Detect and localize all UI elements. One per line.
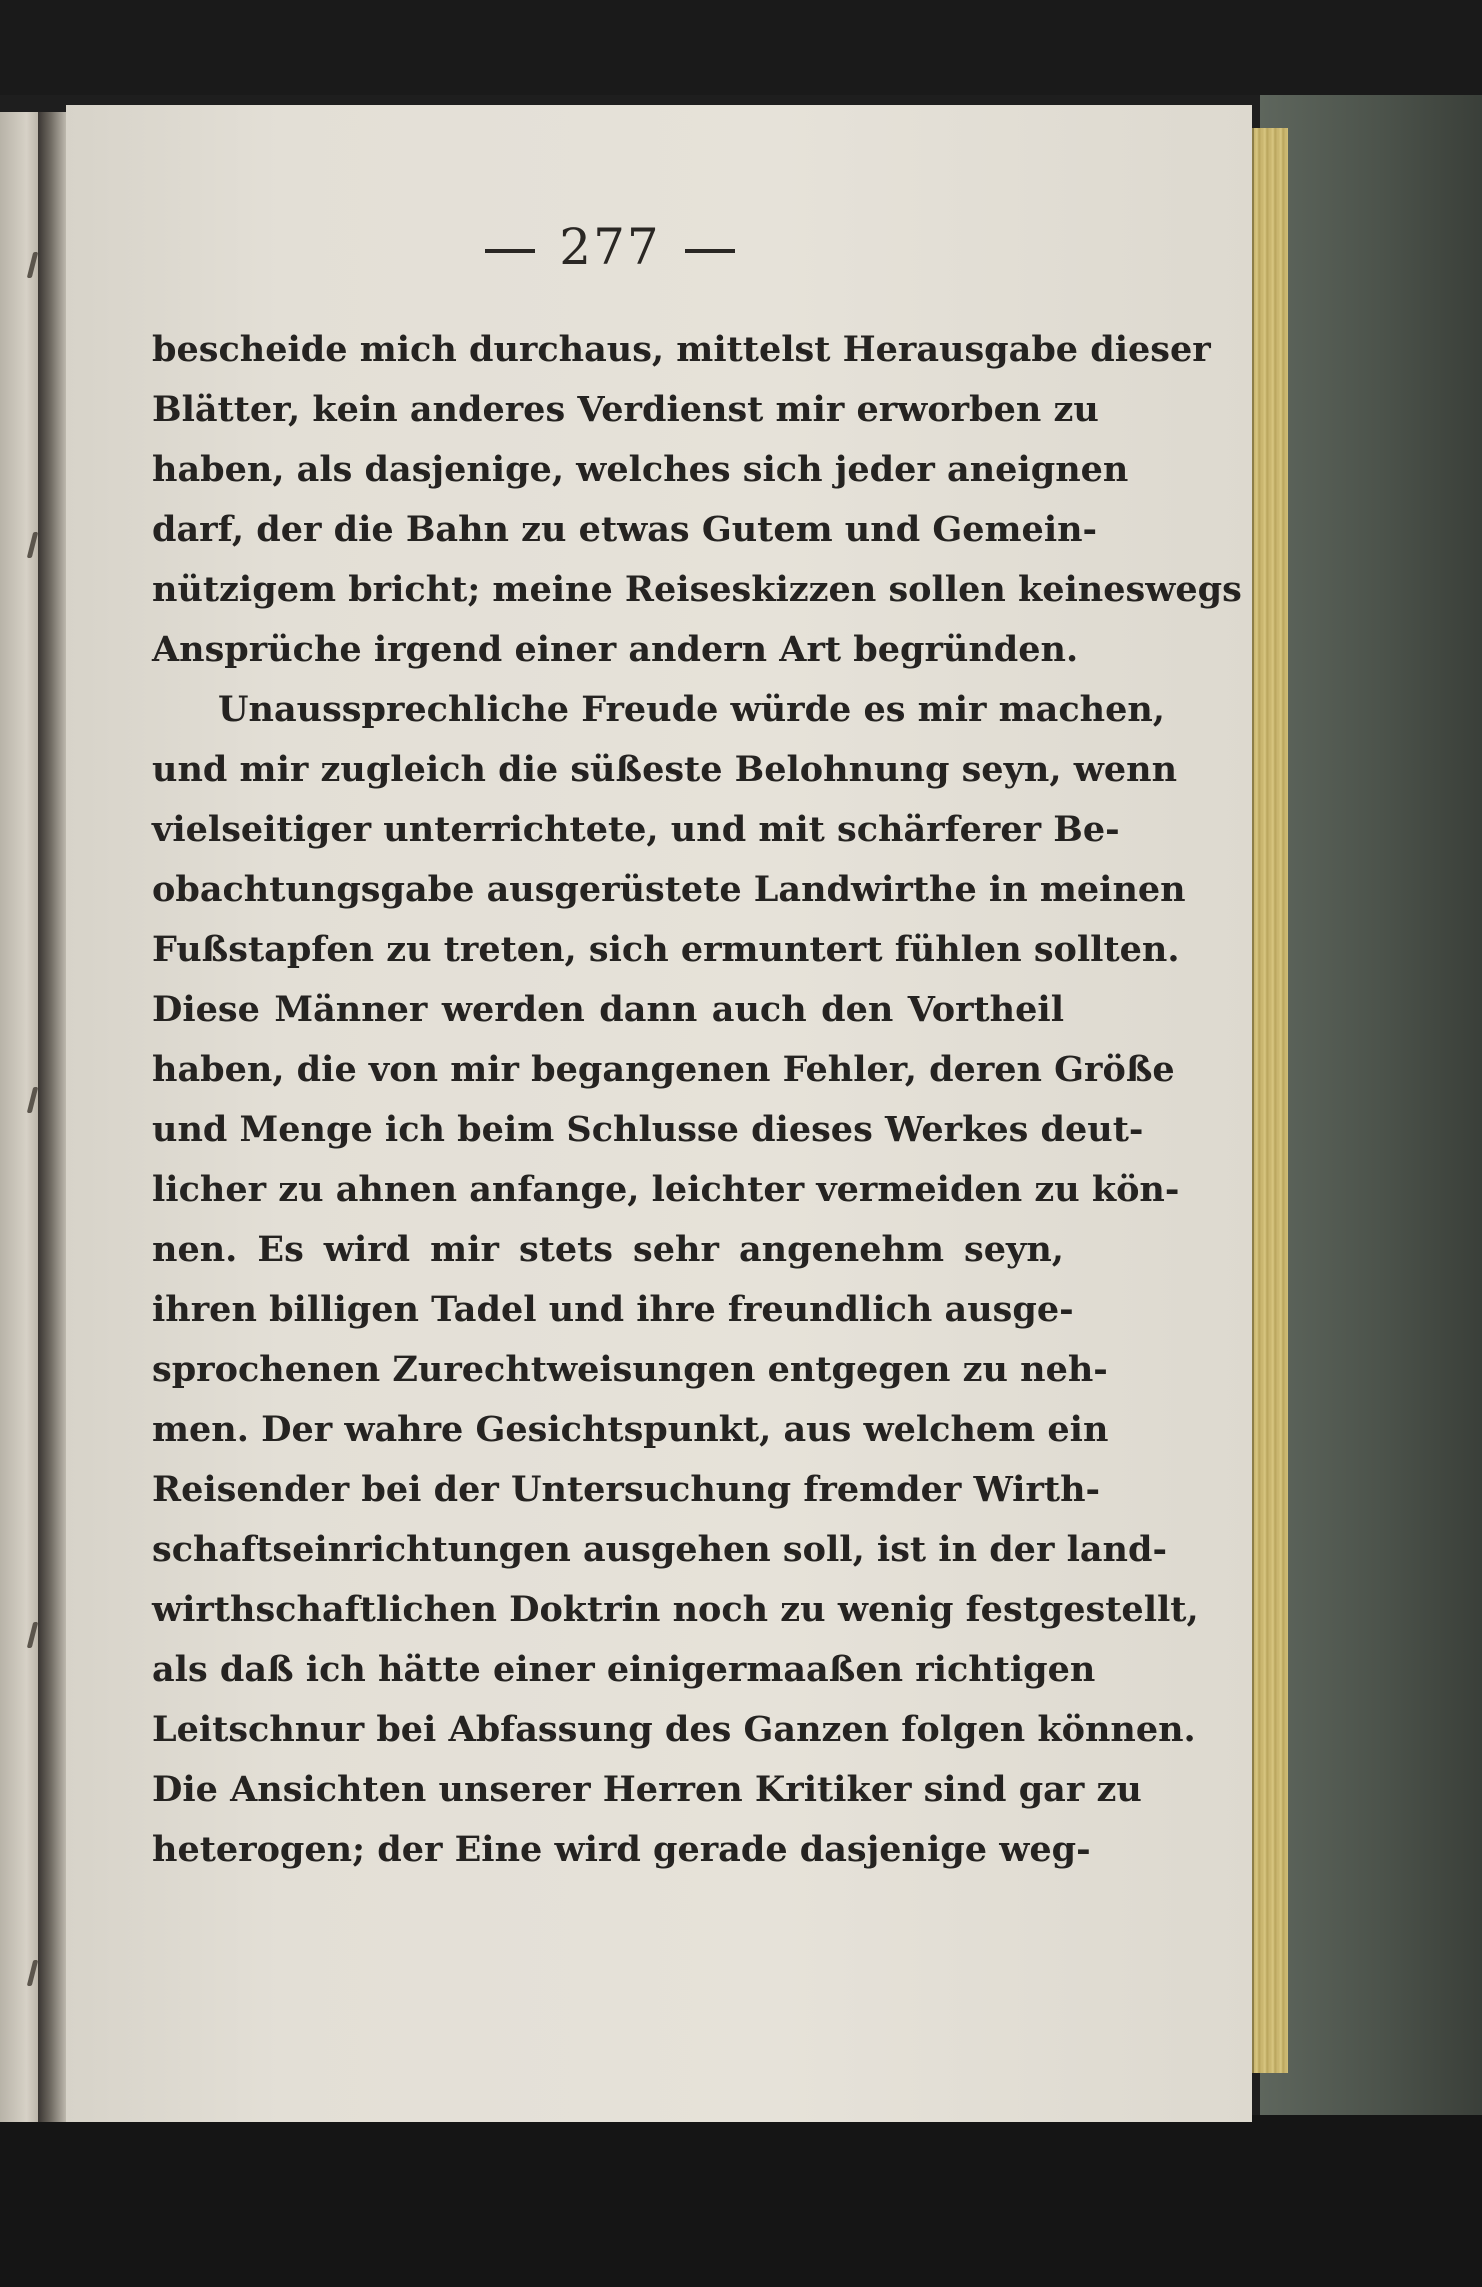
text-line: schaftseinrichtungen ausgehen soll, ist in der land- (152, 1529, 1167, 1570)
facing-page-mark (27, 1622, 38, 1648)
text-line: ihren billigen Tadel und ihre freundlich ausge- (152, 1289, 1074, 1330)
backdrop-bottom (0, 2115, 1482, 2287)
book-gutter (38, 112, 66, 2122)
text-line: Reisender bei der Untersuchung fremder Wirth- (152, 1469, 1101, 1510)
text-line: und Menge ich beim Schlusse dieses Werkes deut- (152, 1109, 1144, 1150)
text-line: heterogen; der Eine wird gerade dasjenige weg- (152, 1829, 1091, 1870)
text-line: als daß ich hätte einer einigermaaßen richtigen (152, 1649, 1096, 1690)
text-line: wirthschaftlichen Doktrin noch zu wenig festgestellt, (152, 1589, 1199, 1630)
text-line: vielseitiger unterrichtete, und mit schärferer Be- (152, 809, 1120, 850)
text-line: Ansprüche irgend einer andern Art begründen. (152, 629, 1079, 670)
facing-page-mark (27, 532, 38, 558)
header-dash-left (485, 249, 535, 253)
book-cover-board (1260, 95, 1482, 2115)
text-line: Leitschnur bei Abfassung des Ganzen folgen können. (152, 1709, 1196, 1750)
backdrop (0, 0, 1482, 95)
text-line: men. Der wahre Gesichtspunkt, aus welchem ein (152, 1409, 1109, 1450)
facing-page-mark (27, 1087, 38, 1113)
text-line: darf, der die Bahn zu etwas Gutem und Gemein- (152, 509, 1098, 550)
text-line: licher zu ahnen anfange, leichter vermeiden zu kön- (152, 1169, 1180, 1210)
text-line: haben, die von mir begangenen Fehler, deren Größe (152, 1049, 1175, 1090)
text-line: Blätter, kein anderes Verdienst mir erworben zu (152, 389, 1099, 430)
text-line: Fußstapfen zu treten, sich ermuntert fühlen sollten. (152, 929, 1180, 970)
text-line: haben, als dasjenige, welches sich jeder aneignen (152, 449, 1129, 490)
body-text (152, 320, 1242, 1880)
text-line: sprochenen Zurechtweisungen entgegen zu neh- (152, 1349, 1108, 1390)
text-line: bescheide mich durchaus, mittelst Herausgabe dieser (152, 329, 1211, 370)
header-dash-right (685, 249, 735, 253)
facing-page-mark (27, 1960, 38, 1986)
text-line: und mir zugleich die süßeste Belohnung seyn, wenn (152, 749, 1178, 790)
text-line: obachtungsgabe ausgerüstete Landwirthe in meinen (152, 869, 1186, 910)
page-header (460, 218, 760, 298)
text-line: nützigem bricht; meine Reiseskizzen sollen keineswegs (152, 569, 1242, 610)
facing-page-edge (0, 112, 38, 2122)
text-line: nen. Es wird mir stets sehr angenehm seyn, (152, 1229, 1064, 1270)
facing-page-mark (27, 252, 38, 278)
text-line: Unaussprechliche Freude würde es mir machen, (218, 689, 1165, 730)
page-number: 277 (559, 218, 661, 276)
text-line: Die Ansichten unserer Herren Kritiker sind gar zu (152, 1769, 1142, 1810)
page-edges (1252, 128, 1288, 2073)
text-line: Diese Männer werden dann auch den Vortheil (152, 989, 1064, 1030)
